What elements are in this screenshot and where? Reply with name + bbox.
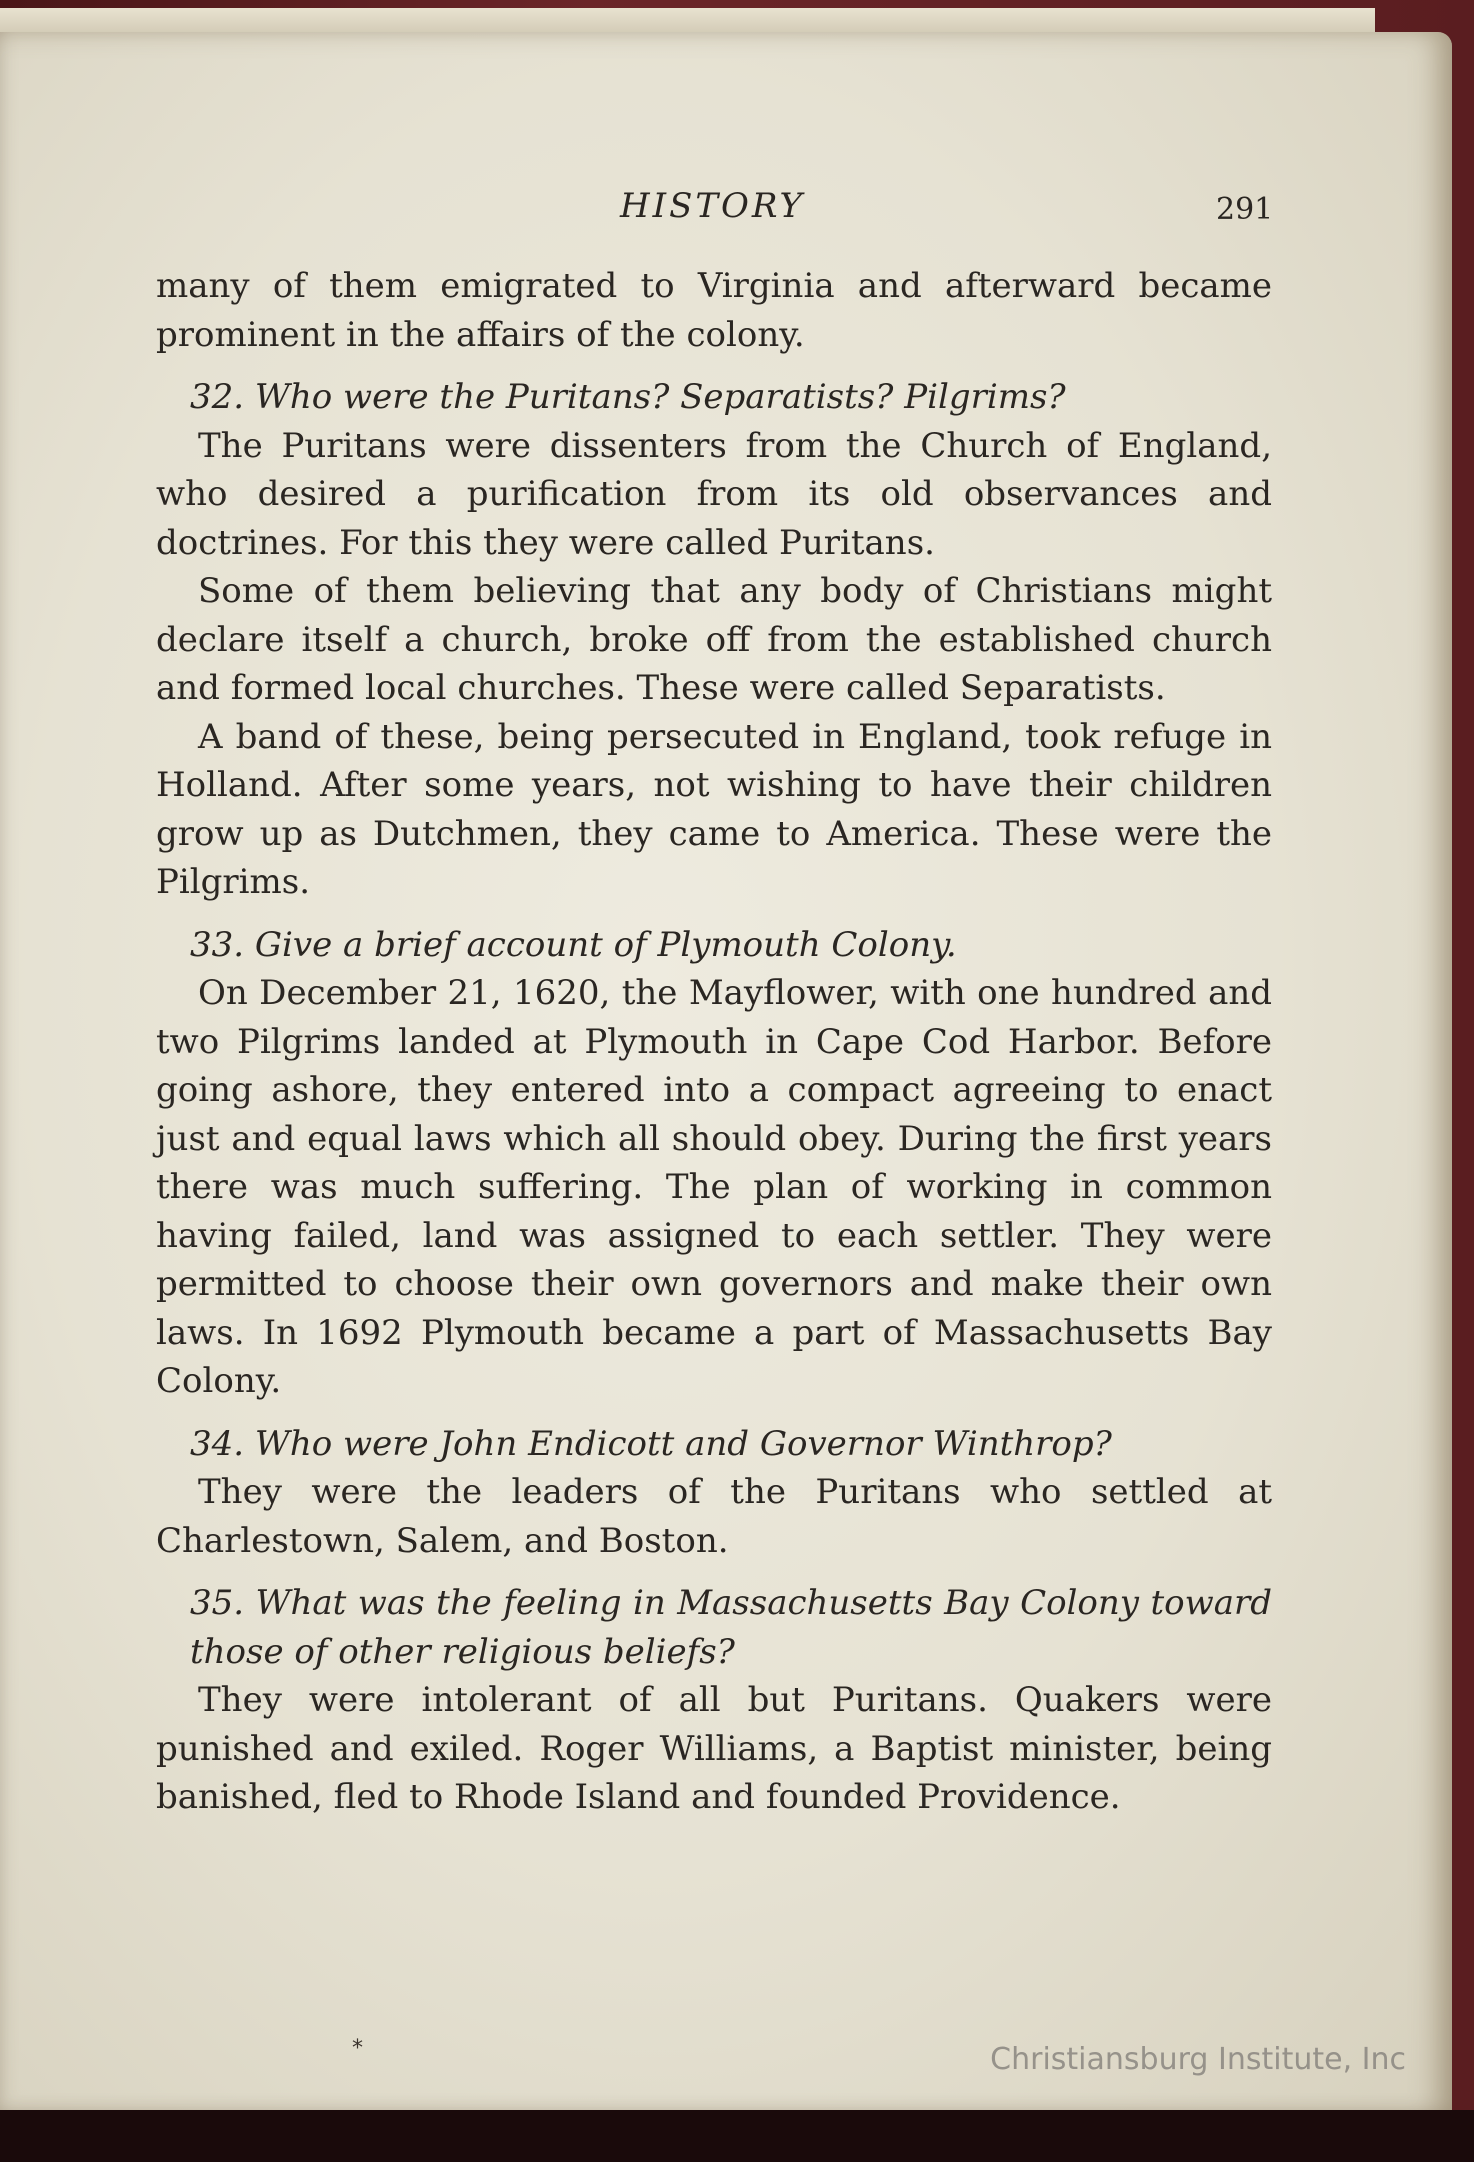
- answer-paragraph: A band of these, being persecuted in England, took refuge in Holland. After some years, not wishing to have their children grow up as Dutchmen, they came to America. These were the Pilgrims.: [156, 716, 1272, 902]
- answer-paragraph: Some of them believing that any body of Christians might declare itself a church, broke off from the established church and formed local churches. These were called Separatists.: [156, 571, 1272, 708]
- footer-mark: *: [352, 2036, 363, 2061]
- answer-paragraph: On December 21, 1620, the Mayflower, with one hundred and two Pilgrims landed at Plymouth in Cape Cod Harbor. Before going ashore, they entered into a compact agreeing to enact just and equal laws which all should obey. During the first years there was much suffering. The plan of working in common having failed, land was assigned to each settler. They were permitted to choose their own governors and make their own laws. In 1692 Plymouth became a part of Massachusetts Bay Colony.: [156, 973, 1272, 1401]
- page-number: 291: [1216, 192, 1274, 227]
- running-head: HISTORY: [620, 186, 805, 226]
- question-33: 33. Give a brief account of Plymouth Colony.: [190, 924, 957, 965]
- page-header: [0, 178, 1474, 238]
- bottom-shadow: [0, 2110, 1474, 2162]
- question-34: 34. Who were John Endicott and Governor Winthrop?: [190, 1423, 1112, 1464]
- question-32: 32. Who were the Puritans? Separatists? Pilgrims?: [190, 377, 1066, 417]
- watermark: Christiansburg Institute, Inc: [990, 2042, 1406, 2077]
- answer-paragraph: They were the leaders of the Puritans who settled at Charlestown, Salem, and Boston.: [156, 1472, 1272, 1561]
- answer-paragraph: The Puritans were dissenters from the Church of England, who desired a purification from its old observances and doctrines. For this they were called Puritans.: [156, 425, 1272, 563]
- paragraph-continued: many of them emigrated to Virginia and afterward became prominent in the affairs of the colony.: [156, 266, 1272, 355]
- answer-paragraph: They were intolerant of all but Puritans. Quakers were punished and exiled. Roger Williams, a Baptist minister, being banished, fled to Rhode Island and founded Providence.: [156, 1680, 1272, 1817]
- page-body: [156, 262, 1272, 1822]
- question-35: 35. What was the feeling in Massachusetts Bay Colony toward those of other religious beliefs?: [190, 1583, 1272, 1672]
